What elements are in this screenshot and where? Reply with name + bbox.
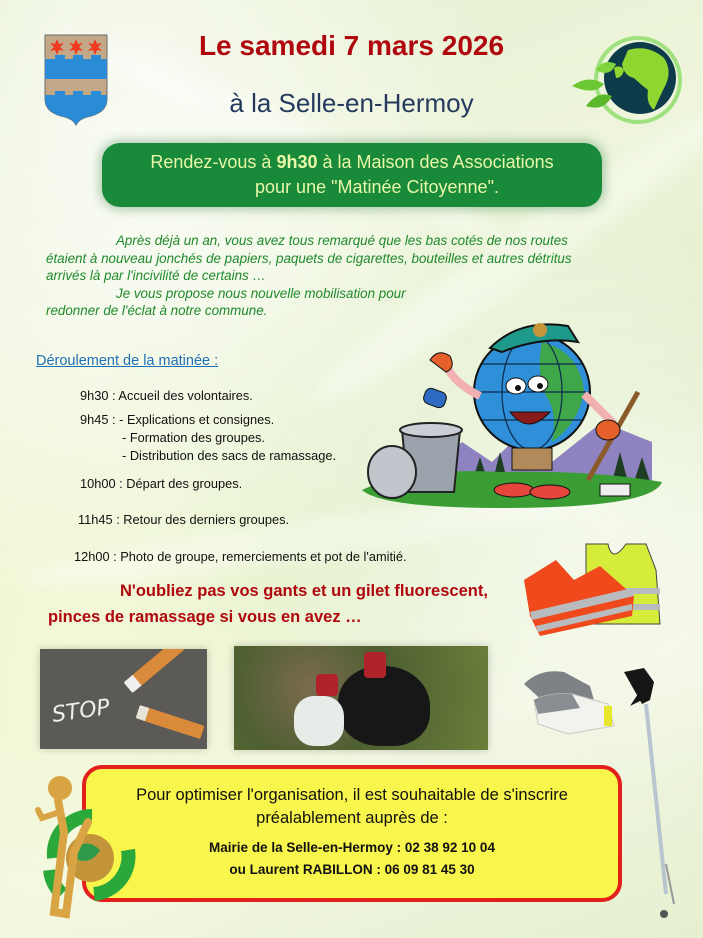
- event-date-title: Le samedi 7 mars 2026: [198, 30, 505, 61]
- banner-text: Rendez-vous à: [150, 152, 277, 172]
- intro-line: redonner de l'éclat à notre commune.: [46, 303, 268, 319]
- litter-picker-tool-image: [620, 664, 680, 926]
- meeting-time: 9h30: [276, 152, 318, 172]
- schedule-item: 11h45 : Retour des derniers groupes.: [78, 512, 290, 527]
- banner-line-2: pour une "Matinée Citoyenne".: [255, 177, 499, 197]
- intro-line: étaient à nouveau jonchés de papiers, paquets de cigarettes, bouteilles et autres détritus: [46, 250, 572, 266]
- reminder-line-2: pinces de ramassage si vous en avez …: [48, 608, 362, 626]
- reminder-line-1: N'oubliez pas vos gants et un gilet fluorescent,: [120, 582, 488, 600]
- schedule-heading: Déroulement de la matinée :: [36, 353, 219, 369]
- schedule-item: - Distribution des sacs de ramassage.: [122, 448, 337, 463]
- banner-text: à la Maison des Associations: [317, 152, 554, 172]
- contact-mairie: Mairie de la Selle-en-Hermoy : 02 38 92 10 04: [209, 840, 495, 855]
- red-container: [364, 652, 386, 678]
- contact-organizer: ou Laurent RABILLON : 06 09 81 45 30: [229, 862, 475, 877]
- event-location-subtitle: à la Selle-en-Hermoy: [229, 88, 474, 118]
- banner-line-1: [102, 150, 602, 175]
- black-trash-bag: [338, 666, 430, 746]
- schedule-item: 10h00 : Départ des groupes.: [80, 476, 243, 491]
- registration-text: Pour optimiser l'organisation, il est souhaitable de s'inscrire: [136, 786, 568, 804]
- plastic-waste: [294, 696, 344, 746]
- stop-chalk-text: STOP: [50, 695, 112, 728]
- schedule-item: 9h30 : Accueil des volontaires.: [80, 388, 253, 403]
- registration-text: préalablement auprès de :: [256, 809, 448, 827]
- litter-bag-photo: [234, 646, 488, 750]
- cigarette-butt: [123, 649, 184, 693]
- schedule-item: 12h00 : Photo de groupe, remerciements et pot de l'amitié.: [74, 549, 407, 564]
- safety-vests-image: [516, 540, 676, 636]
- work-gloves-image: [520, 664, 616, 738]
- intro-line: Après déjà un an, vous avez tous remarqué que les bas cotés de nos routes: [116, 233, 568, 248]
- earth-mascot-illustration: [352, 312, 670, 508]
- meeting-info-banner: [102, 143, 602, 207]
- schedule-item: 9h45 : - Explications et consignes.: [80, 412, 275, 427]
- schedule-item: - Formation des groupes.: [122, 430, 265, 445]
- recycling-globe-figure-icon: [18, 772, 144, 922]
- cigarette-butt: [136, 705, 205, 739]
- registration-info-box: [82, 765, 622, 902]
- intro-line: arrivés là par l'incivilité de certains …: [46, 268, 266, 284]
- intro-paragraph: [46, 232, 676, 320]
- cigarette-butts-photo: [40, 649, 207, 749]
- intro-line: Je vous propose nous nouvelle mobilisation pour: [116, 285, 406, 301]
- eco-globe-icon: [568, 34, 688, 124]
- red-container: [316, 674, 338, 696]
